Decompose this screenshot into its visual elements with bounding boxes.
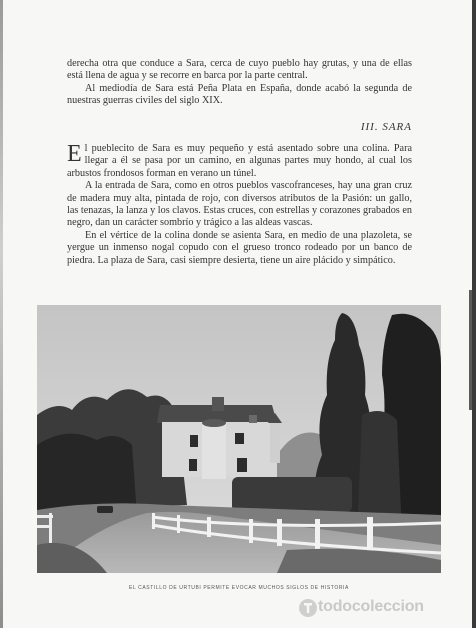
- watermark-t-icon: [298, 598, 318, 618]
- drop-cap: E: [67, 141, 82, 167]
- section-heading: III. SARA: [360, 121, 412, 133]
- paragraph-2: Al mediodía de Sara está Peña Plata en España, donde acabó la segunda de nuestras guerras civiles del siglo XIX.: [67, 82, 412, 107]
- page-edge-right-shadow: [469, 290, 472, 410]
- paragraph-3-text: l pueblecito de Sara es muy pequeño y está asentado sobre una colina. Para llegar a él se pasa por un camino, en algunas partes muy hondo, al cual los arbustos frondosos forman en verano un túnel.: [67, 143, 412, 179]
- intro-text-block: [67, 58, 412, 108]
- watermark-logo: [298, 598, 468, 620]
- page-edge-right: [472, 0, 476, 628]
- section-text-block: [67, 143, 412, 267]
- photo-caption: EL CASTILLO DE URTUBI PERMITE EVOCAR MUCHOS SIGLOS DE HISTORIA: [129, 585, 349, 591]
- paragraph-4: A la entrada de Sara, como en otros pueblos vascofranceses, hay una gran cruz de madera muy alta, pintada de rojo, con diversos atributos de la Pasión: un gallo, las tenazas, la lanza y los clavos. Estas cruces, con estrellas y corazones grabados en negro, dan un carácter sombrío y trágico a las aldeas vascas.: [67, 180, 412, 229]
- paragraph-5: En el vértice de la colina donde se asienta Sara, en medio de una plazoleta, se yergue un inmenso nogal copudo con el grueso tronco rodeado por un banco de piedra. La plaza de Sara, casi siempre desierta, tiene un aire plácido y simpático.: [67, 229, 412, 266]
- castle-photograph: [37, 305, 441, 573]
- castle-photo-illustration: [37, 305, 441, 573]
- paragraph-1: derecha otra que conduce a Sara, cerca de cuyo pueblo hay grutas, y una de ellas está llena de agua y se recorre en barca por la parte central.: [67, 58, 412, 82]
- page-edge-left: [0, 0, 3, 628]
- watermark-text: todocoleccion: [318, 598, 424, 615]
- paragraph-3: [67, 143, 412, 180]
